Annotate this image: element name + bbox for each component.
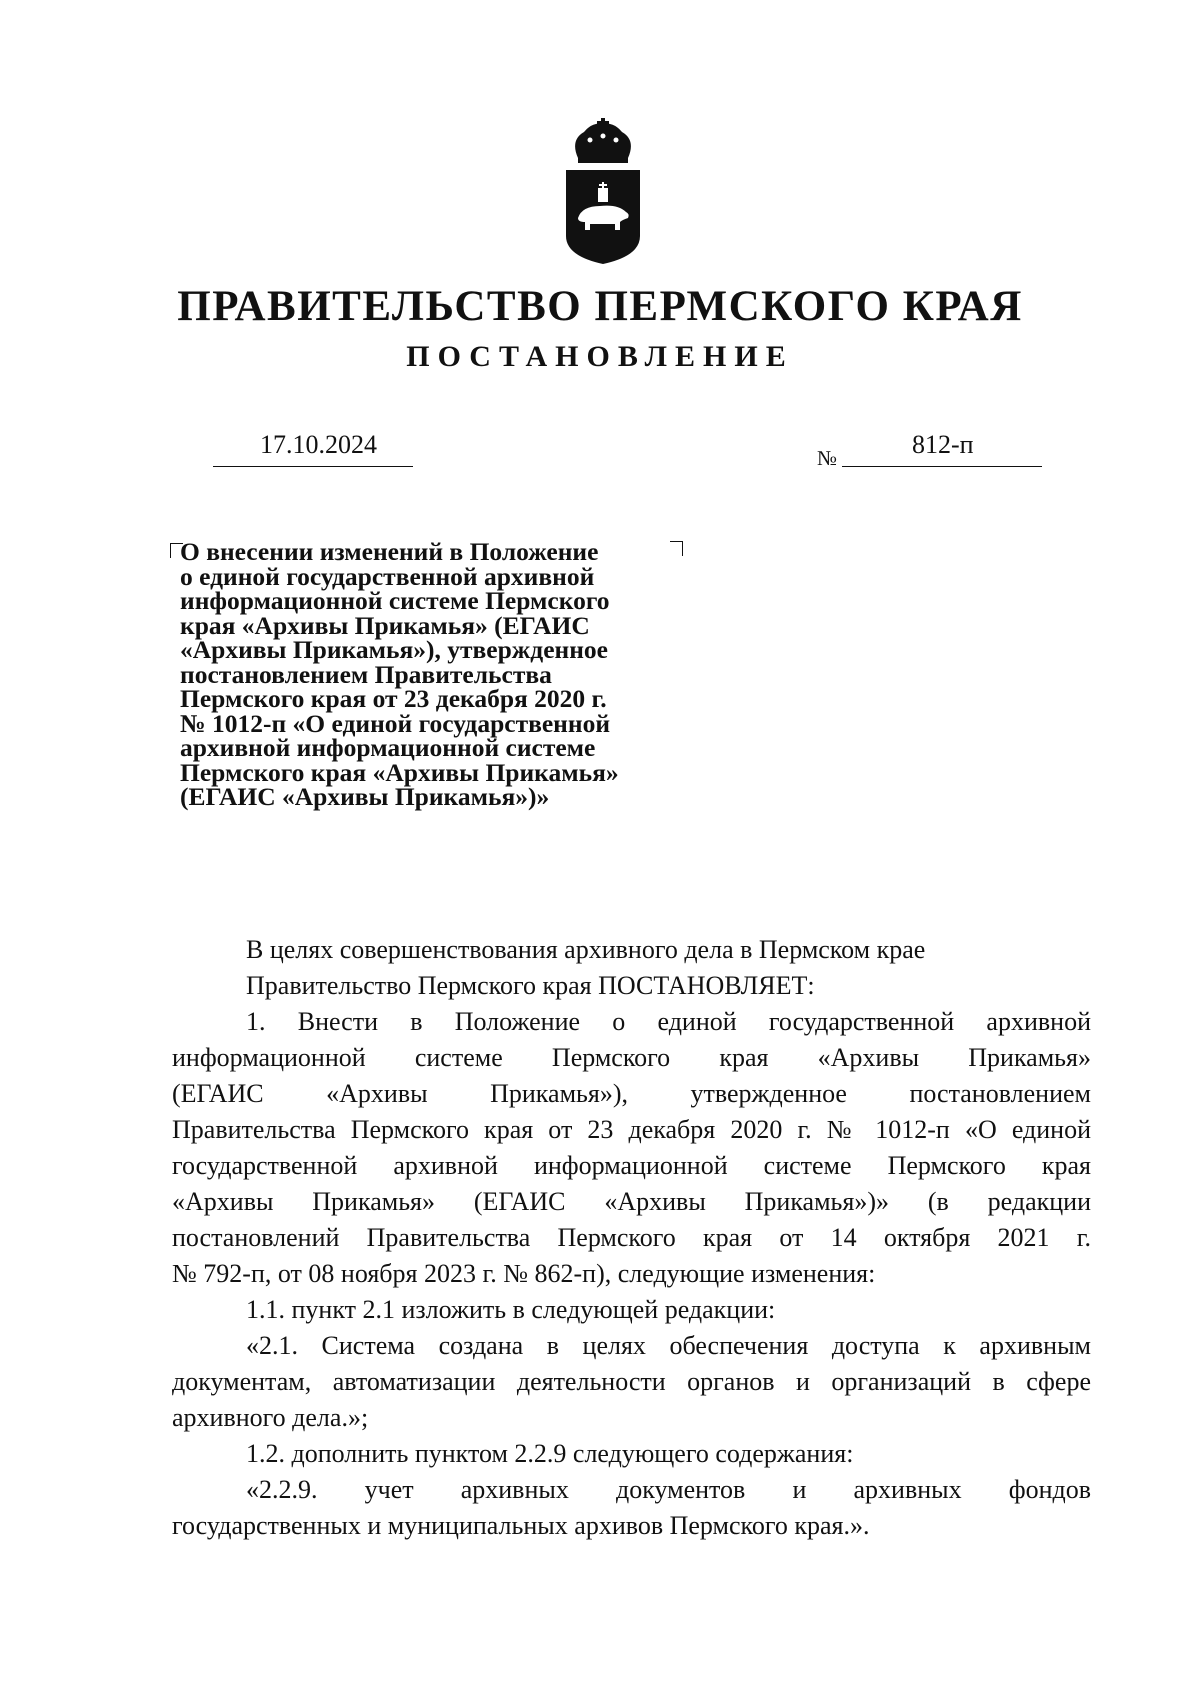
number-sign: №	[817, 446, 838, 470]
clause-2-1-line: «2.1. Система создана в целях обеспечения доступа к архивным	[246, 1331, 1091, 1360]
title-line: № 1012-п «О единой государственной	[180, 708, 611, 738]
paragraph-1-line: постановлений Правительства Пермского края от 14 октября 2021 г.	[172, 1223, 1091, 1252]
clause-2-1-line: архивного дела.»;	[172, 1403, 369, 1432]
intro-line: В целях совершенствования архивного дела в Пермском крае	[246, 935, 926, 964]
paragraph-1-line: информационной системе Пермского края «Архивы Прикамья»	[172, 1043, 1091, 1072]
subparagraph-1-1: 1.1. пункт 2.1 изложить в следующей редакции:	[246, 1295, 776, 1324]
document-body	[172, 932, 1091, 1544]
document-type: ПОСТАНОВЛЕНИЕ	[406, 340, 794, 373]
title-line: информационной системе Пермского	[180, 586, 610, 615]
clause-2-2-9-line: «2.2.9. учет архивных документов и архивных фондов	[246, 1475, 1091, 1504]
title-line: о единой государственной архивной	[180, 561, 595, 591]
subparagraph-1-2: 1.2. дополнить пунктом 2.2.9 следующего содержания:	[246, 1439, 854, 1468]
perm-krai-coat-of-arms-icon	[560, 118, 646, 268]
paragraph-1-line: государственной архивной информационной системе Пермского края	[172, 1151, 1091, 1180]
paragraph-1-line: «Архивы Прикамья» (ЕГАИС «Архивы Прикамья»)» (в редакции	[172, 1187, 1091, 1216]
paragraph-1-line: (ЕГАИС «Архивы Прикамья»), утвержденное постановлением	[172, 1079, 1091, 1108]
title-line: Пермского края «Архивы Прикамья»	[180, 757, 619, 787]
document-date: 17.10.2024	[260, 430, 377, 459]
title-line: Пермского края от 23 декабря 2020 г.	[180, 684, 607, 713]
paragraph-1-line: № 792-п, от 08 ноября 2023 г. № 862-п), следующие изменения:	[172, 1259, 876, 1288]
title-line: края «Архивы Прикамья» (ЕГАИС	[180, 610, 590, 640]
clause-2-1-line: документам, автоматизации деятельности органов и организаций в сфере	[172, 1367, 1091, 1396]
intro-line: Правительство Пермского края ПОСТАНОВЛЯЕТ:	[246, 971, 815, 1000]
document-number: 812-п	[912, 430, 974, 459]
document-title	[180, 537, 680, 811]
title-line: (ЕГАИС «Архивы Прикамья»)»	[180, 782, 550, 811]
title-line: О внесении изменений в Положение	[180, 537, 599, 566]
title-line: «Архивы Прикамья»), утвержденное	[180, 635, 608, 664]
title-line: архивной информационной системе	[180, 733, 596, 762]
paragraph-1-line: Правительства Пермского края от 23 декабря 2020 г. № 1012-п «О единой	[172, 1115, 1091, 1144]
title-line: постановлением Правительства	[180, 659, 552, 689]
document-date-field	[213, 430, 413, 467]
paragraph-1-line: 1. Внести в Положение о единой государственной архивной	[246, 1007, 1091, 1036]
organization-name: ПРАВИТЕЛЬСТВО ПЕРМСКОГО КРАЯ	[177, 283, 1023, 330]
document-number-field	[842, 430, 1042, 467]
clause-2-2-9-line: государственных и муниципальных архивов Пермского края.».	[172, 1511, 870, 1540]
